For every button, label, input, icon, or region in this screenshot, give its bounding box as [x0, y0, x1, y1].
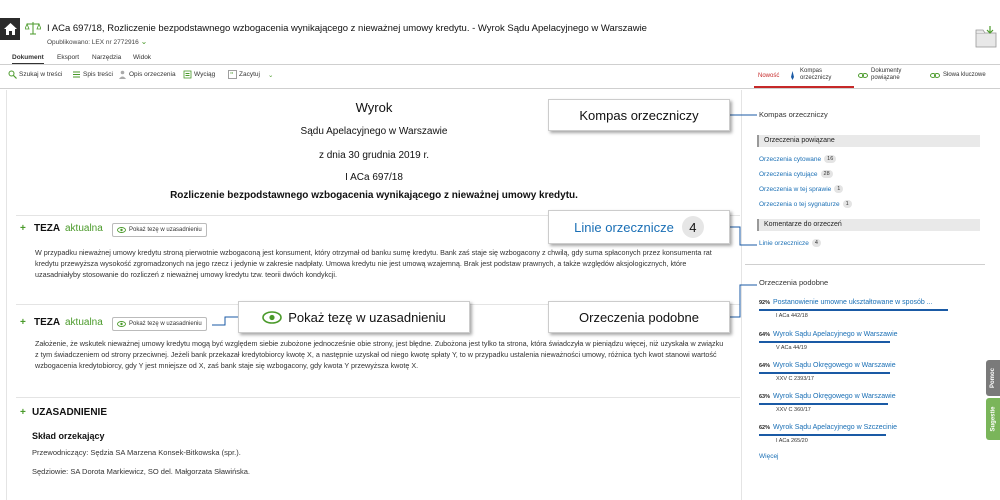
show-thesis-button[interactable]: Pokaż tezę w uzasadnieniu — [112, 223, 207, 237]
eye-icon — [117, 321, 126, 327]
link-icon — [930, 71, 940, 80]
similarity-bar — [759, 403, 888, 405]
tab-dokumenty-powiazane[interactable]: Dokumenty powiązane — [858, 68, 901, 82]
chevron-down-icon[interactable]: ⌄ — [267, 71, 274, 79]
thesis-label: TEZA — [34, 317, 61, 328]
similarity-percent: 92% — [759, 300, 771, 306]
count-badge: 16 — [824, 155, 836, 163]
similar-judgment-signature: I ACa 265/20 — [776, 438, 808, 444]
show-thesis-callout: Pokaż tezę w uzasadnieniu — [238, 301, 470, 333]
similar-judgment-signature: XXV C 2393/17 — [776, 376, 814, 382]
count-badge: 4 — [812, 239, 821, 247]
judges: Sędziowie: SA Dorota Markiewicz, SO del. Małgorzata Sławińska. — [32, 467, 251, 476]
thesis-label: TEZA — [34, 223, 61, 234]
toolbar-divider — [0, 88, 1000, 89]
case-signature: I ACa 697/18 — [345, 172, 403, 183]
similarity-percent: 64% — [759, 332, 771, 338]
suggestions-side-tab[interactable]: Sugestie — [986, 398, 1000, 440]
thesis-text: Założenie, że wskutek nieważnej umowy kredytu mogą być względem siebie zubożone jednocześnie obie strony, jest błędne. Zubożona jest tylko ta strona, która świadczyła w pieniądzu więcej, niż uzyskała w związku z tym świadczeniem od strony przeciwnej. Jeżeli bank przekazał kredytobiorcy kwotę X, a następnie uzyskał od niego kwotę spłaty Y, to w przypadku ustalenia nieważności umowy, różnica tych kwot stanowi wartość wzbogacenia kredytobiorcy, gdy Y jest mniejsze od X, zaś bank staje się wzbogacony, gdy kwota Y przewyższa kwotę X. — [35, 339, 724, 371]
same-case-judgments-link[interactable]: Orzeczenia w tej sprawie 1 — [759, 185, 843, 193]
judgment-subject: Rozliczenie bezpodstawnego wzbogacenia wynikającego z nieważnej umowy kredytu. — [170, 190, 578, 201]
search-in-content-button[interactable]: Szukaj w treści — [8, 70, 62, 79]
case-law-lines-callout: Linie orzecznicze 4 — [548, 210, 730, 244]
judgment-type: Wyrok — [355, 100, 393, 115]
judgment-date: z dnia 30 grudnia 2019 r. — [318, 150, 430, 161]
compass-icon — [788, 71, 797, 80]
similarity-bar — [759, 309, 948, 311]
tab-eksport[interactable]: Eksport — [57, 54, 80, 61]
home-button[interactable] — [0, 18, 20, 40]
expand-plus-icon[interactable]: + — [20, 317, 26, 328]
similar-judgment-title[interactable]: Postanowienie umowne ukształtowane w sposób ... — [773, 299, 933, 306]
thesis-status: aktualna — [65, 223, 103, 234]
tab-widok[interactable]: Widok — [133, 54, 152, 61]
citing-judgments-link[interactable]: Orzeczenia cytujące 28 — [759, 170, 833, 178]
tab-narzedzia[interactable]: Narzędzia — [92, 54, 122, 61]
comments-section: Komentarze do orzeczeń — [757, 219, 980, 231]
similarity-percent: 63% — [759, 394, 771, 400]
news-tab[interactable]: Nowość — [758, 73, 780, 79]
chevron-down-icon[interactable]: ⌄ — [140, 37, 148, 46]
similarity-percent: 64% — [759, 363, 771, 369]
tabs-divider — [0, 64, 1000, 65]
similar-judgment-title[interactable]: Wyrok Sądu Apelacyjnego w Szczecinie — [773, 424, 898, 431]
court-name: Sądu Apelacyjnego w Warszawie — [300, 126, 448, 137]
similarity-percent: 62% — [759, 425, 771, 431]
panel-divider — [745, 264, 985, 265]
compass-panel-title: Kompas orzeczniczy — [759, 110, 828, 119]
eye-icon — [117, 227, 126, 233]
compass-callout: Kompas orzeczniczy — [548, 99, 730, 131]
more-link[interactable]: Więcej — [759, 453, 779, 460]
tab-kompas-orzeczniczy[interactable]: Kompas orzeczniczy — [788, 68, 831, 82]
case-law-lines-link[interactable]: Linie orzecznicze 4 — [759, 239, 821, 247]
similar-judgments-callout: Orzeczenia podobne — [548, 301, 730, 333]
cited-judgments-link[interactable]: Orzeczenia cytowane 16 — [759, 155, 836, 163]
publication-info[interactable]: Opublikowano: LEX nr 2772916 ⌄ — [47, 37, 148, 46]
help-side-tab[interactable]: Pomoc — [986, 360, 1000, 396]
svg-text:": " — [230, 71, 234, 79]
tab-slowa-kluczowe[interactable]: Słowa kluczowe — [930, 71, 986, 80]
similarity-bar — [759, 341, 890, 343]
extract-button[interactable]: Wyciąg — [183, 70, 215, 79]
related-judgments-section: Orzeczenia powiązane — [757, 135, 980, 147]
show-thesis-button[interactable]: Pokaż tezę w uzasadnieniu — [112, 317, 207, 331]
extract-icon — [183, 70, 192, 79]
similar-judgment-title[interactable]: Wyrok Sądu Apelacyjnego w Warszawie — [773, 331, 898, 338]
same-signature-judgments-link[interactable]: Orzeczenia o tej sygnaturze 1 — [759, 200, 852, 208]
similar-judgment-title[interactable]: Wyrok Sądu Okręgowego w Warszawie — [773, 393, 896, 400]
similar-judgment-title[interactable]: Wyrok Sądu Okręgowego w Warszawie — [773, 362, 896, 369]
document-title: I ACa 697/18, Rozliczenie bezpodstawnego wzbogacenia wynikającego z nieważnej umowy kredytu. - Wyrok Sądu Apelacyjnego w Warszawie — [47, 23, 647, 34]
judgment-scales-icon — [25, 20, 41, 36]
justification-heading[interactable]: UZASADNIENIE — [32, 407, 108, 418]
count-badge: 1 — [843, 200, 852, 208]
folder-icon[interactable] — [975, 25, 997, 49]
expand-plus-icon[interactable]: + — [20, 223, 26, 234]
table-of-contents-button[interactable]: Spis treści — [72, 70, 113, 79]
search-icon — [8, 70, 17, 79]
judgment-description-button[interactable]: Opis orzeczenia — [118, 70, 176, 79]
similar-judgments-title: Orzeczenia podobne — [759, 278, 829, 287]
similar-judgment-signature: I ACa 442/18 — [776, 313, 808, 319]
similar-judgment-signature: XXV C 360/17 — [776, 407, 811, 413]
cite-button[interactable]: " Zacytuj ⌄ — [230, 71, 274, 79]
tab-dokument[interactable]: Dokument — [12, 52, 44, 64]
expand-plus-icon[interactable]: + — [20, 407, 26, 418]
count-badge: 1 — [834, 185, 843, 193]
count-badge: 28 — [821, 170, 833, 178]
similarity-bar — [759, 434, 886, 436]
thesis-status: aktualna — [65, 317, 103, 328]
person-icon — [118, 70, 127, 79]
link-icon — [858, 71, 868, 80]
similarity-bar — [759, 372, 890, 374]
presiding-judge: Przewodniczący: Sędzia SA Marzena Konsek-Bitkowska (spr.). — [32, 448, 241, 457]
thesis-text: W przypadku nieważnej umowy kredytu stroną pierwotnie wzbogaconą jest konsument, który otrzymał od banku sumę kredytu. Bank zaś staje się wzbogacony z chwilą, gdy suma spłaconych przez konsumenta rat kredytu przewyższa wysokość zgromadzonych na jego rzecz i jedynie w zakresie nadpłaty. Umowa kredytu nie jest umową wzajemną. Brak jest podstaw prawnych, a także względów aksjologicznych, które uzasadniałyby stosowanie do rozliczeń z nieważnej umowy kredytu tzw. teorii dwóch kondykcji. — [35, 248, 712, 280]
home-icon — [4, 23, 17, 35]
eye-icon — [262, 311, 282, 324]
quote-icon — [228, 70, 237, 79]
list-icon — [72, 70, 81, 79]
similar-judgment-signature: V ACa 44/19 — [776, 345, 807, 351]
separator — [16, 397, 740, 398]
count-badge: 4 — [682, 216, 704, 238]
panel-heading: Skład orzekający — [32, 431, 105, 441]
